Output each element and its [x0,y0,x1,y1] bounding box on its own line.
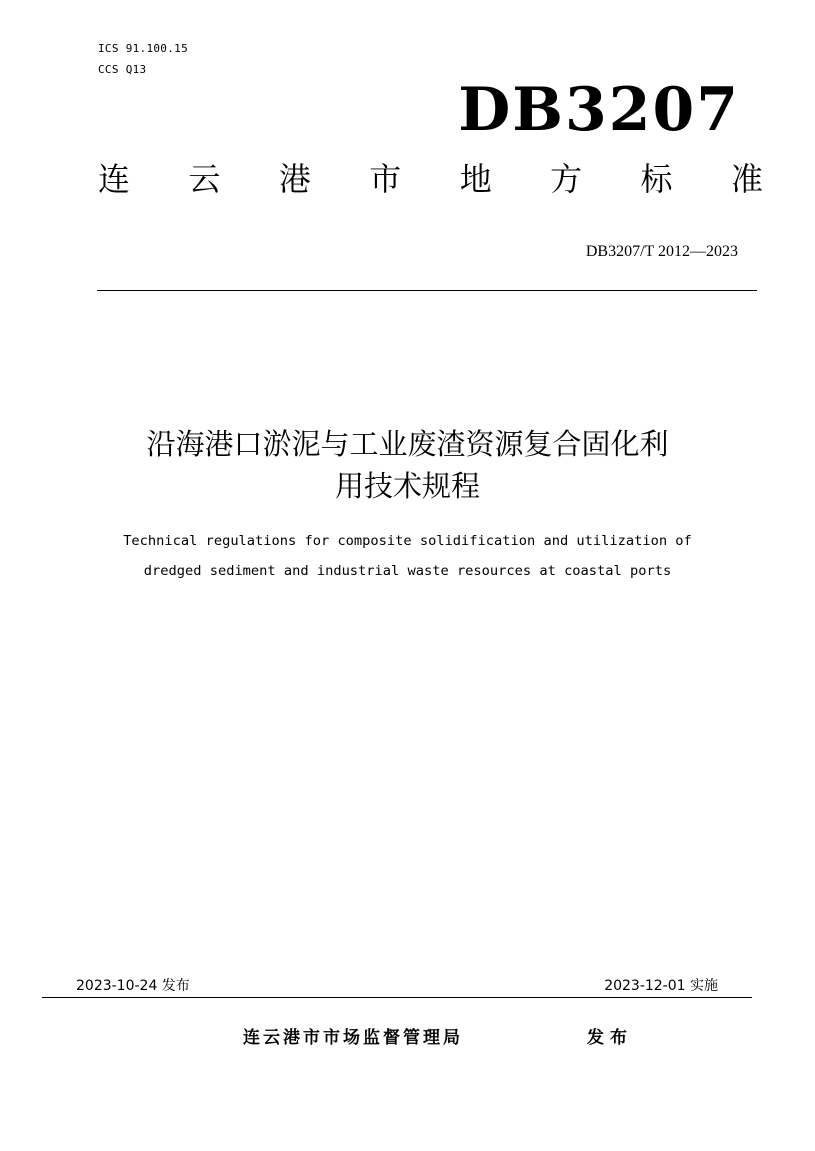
standard-code-logo: DB3207 [458,75,740,145]
standard-type-char: 地 [459,160,492,198]
standard-type-char: 市 [369,160,402,198]
ics-code: ICS 91.100.15 [98,42,188,55]
document-title-en [60,526,755,586]
standard-number: DB3207/T 2012—2023 [585,243,738,260]
header-divider [97,290,757,291]
issue-date: 2023-10-24 发布 [76,978,190,994]
issuing-action: 发布 [587,1028,633,1048]
standard-type-char: 标 [640,160,673,198]
ccs-code: CCS Q13 [98,63,147,76]
footer-divider [42,997,752,998]
title-cn-line: 沿海港口淤泥与工业废渣资源复合固化利 [146,427,669,461]
document-title-cn [60,423,755,507]
title-cn-line: 用技术规程 [334,469,480,503]
standard-type-char: 准 [730,160,763,198]
title-en-line: Technical regulations for composite solidification and utilization of [123,533,692,549]
standard-type-char: 方 [550,160,583,198]
implementation-date: 2023-12-01 实施 [604,978,718,994]
standard-type-char: 港 [278,160,311,198]
standard-type-char: 连 [98,160,131,198]
standard-type-heading [98,157,763,201]
standard-type-char: 云 [188,160,221,198]
title-en-line: dredged sediment and industrial waste resources at coastal ports [143,563,672,579]
issuing-authority: 连云港市市场监督管理局 [243,1028,463,1048]
